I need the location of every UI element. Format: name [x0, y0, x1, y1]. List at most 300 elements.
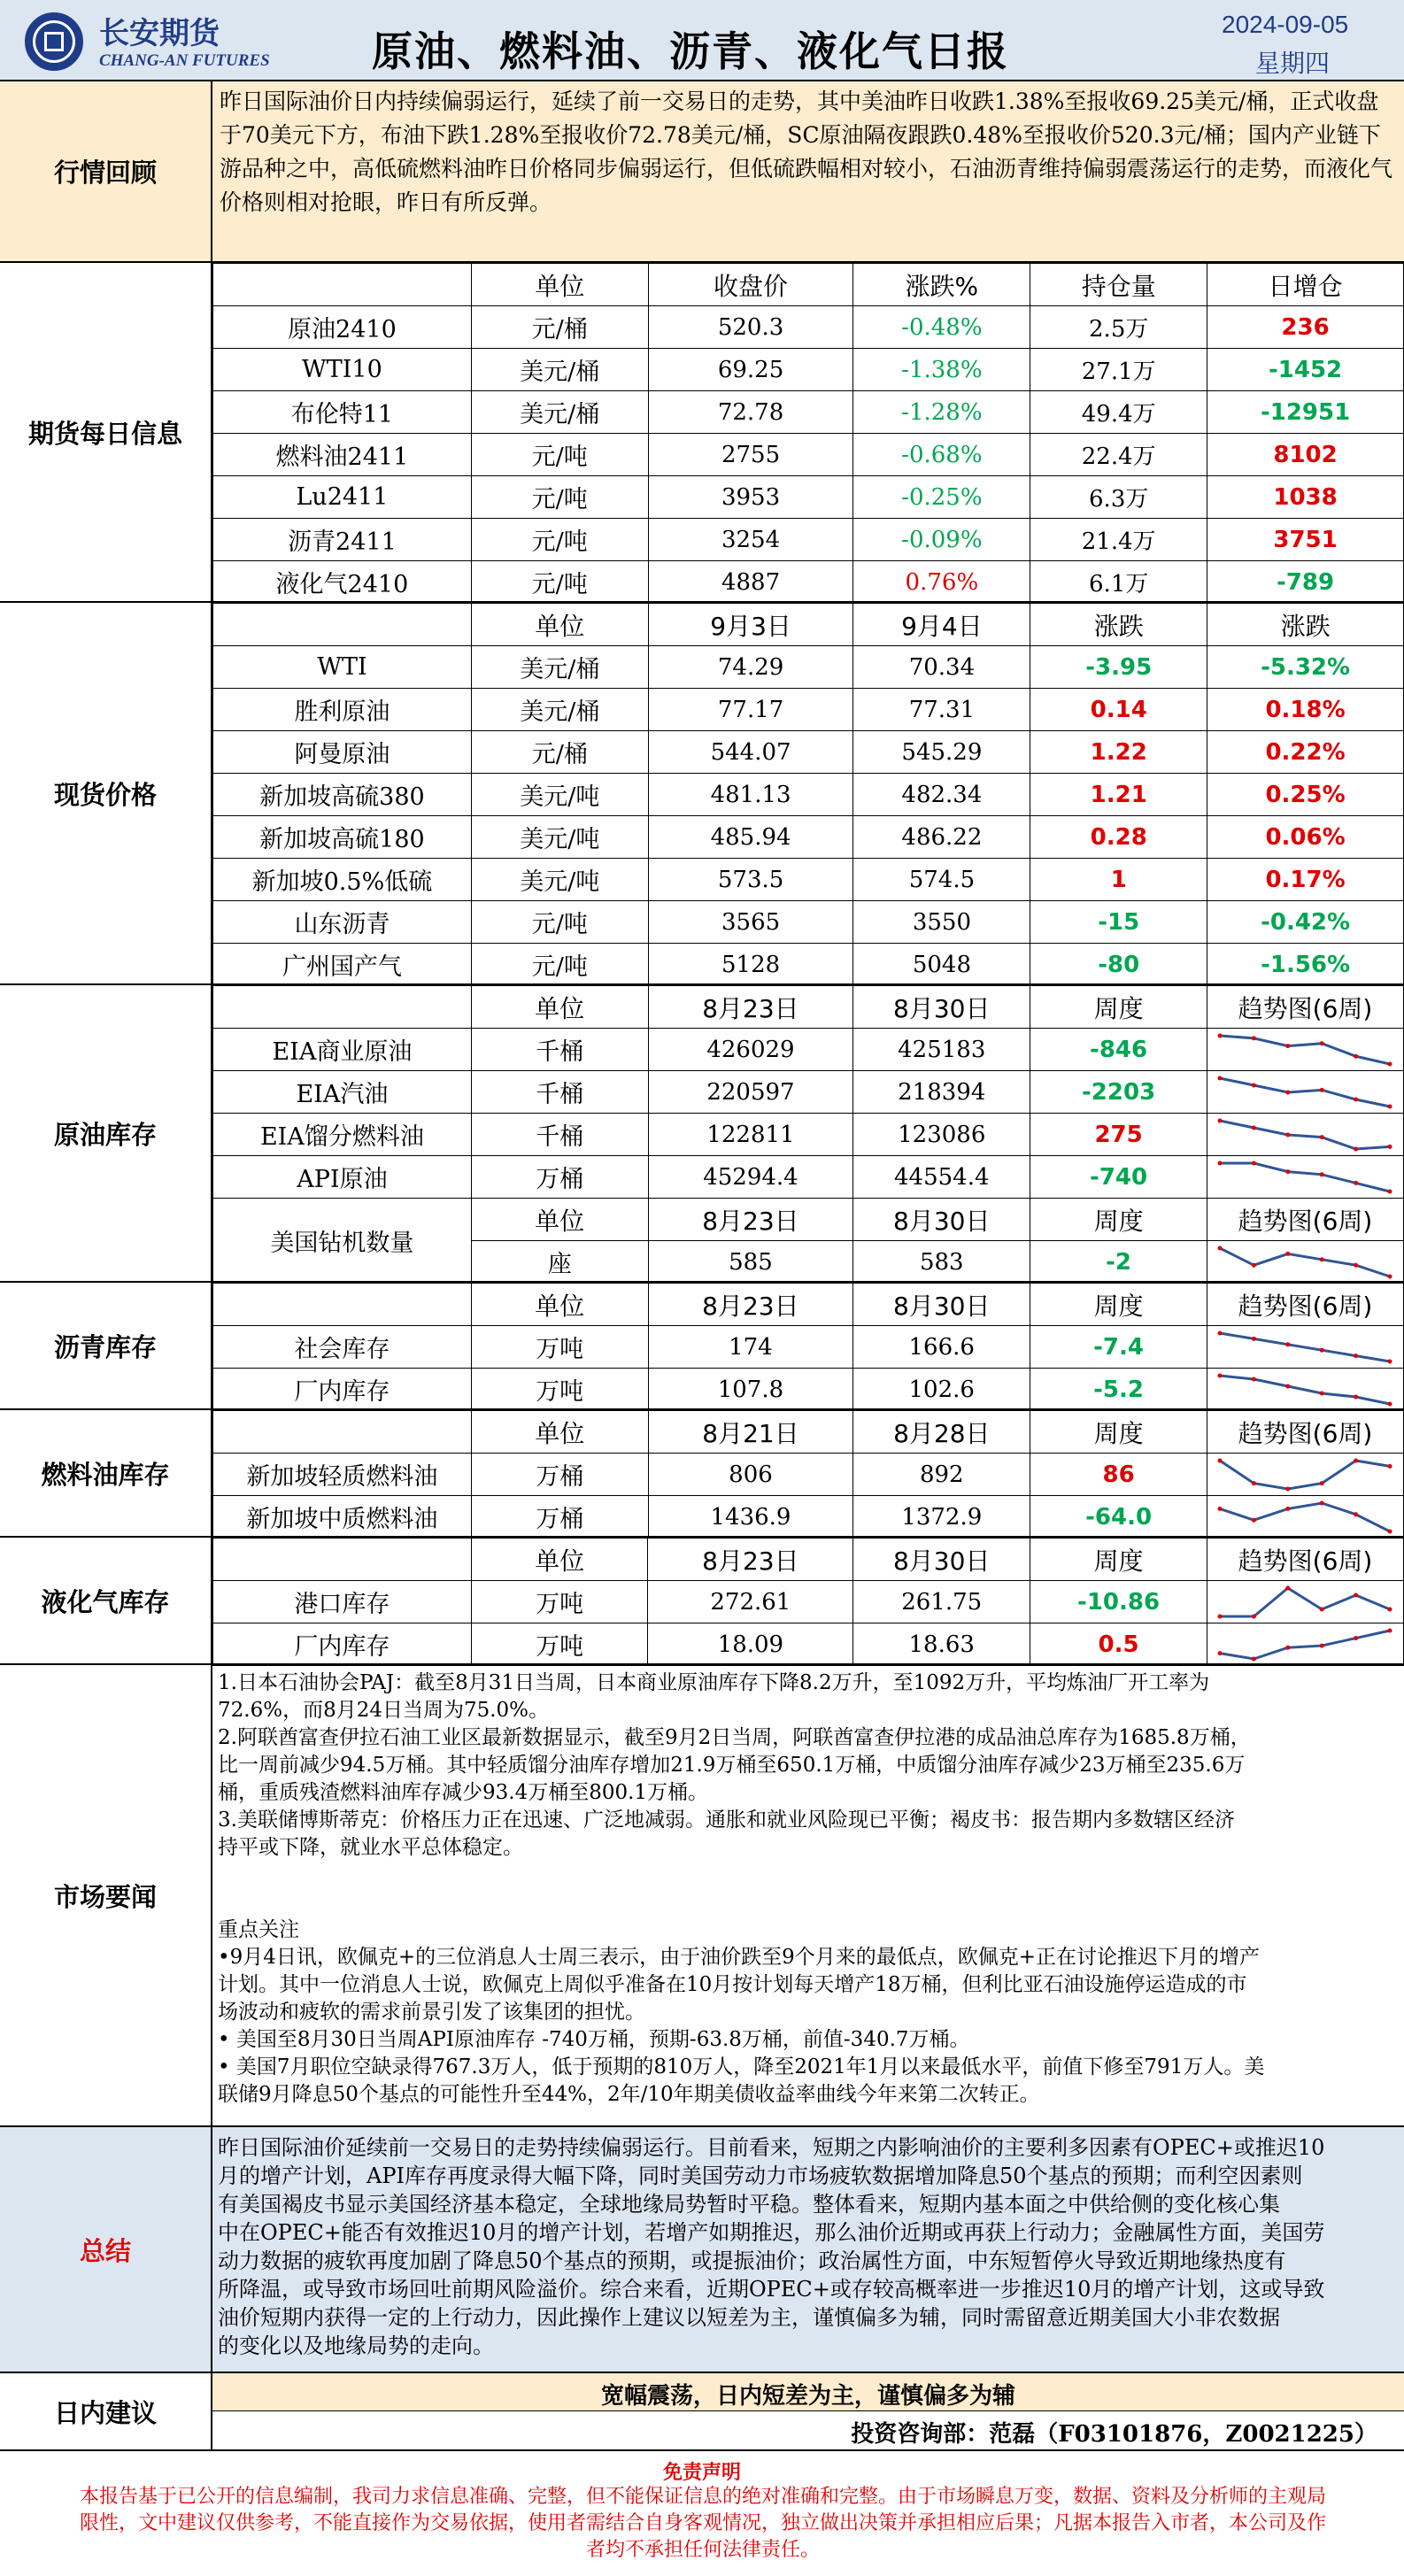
trend-sparkline-point [1320, 1041, 1324, 1045]
inventory-latest: 166.6 [853, 1326, 1030, 1369]
daily-oi-change: 1038 [1207, 476, 1404, 519]
column-header: 趋势图(6周) [1207, 1284, 1403, 1326]
news-line: 72.6%，而8月24日当周为75.0%。 [218, 1699, 550, 1722]
trend-sparkline-point [1218, 1614, 1223, 1618]
trend-sparkline-point [1252, 1377, 1256, 1381]
table-row [213, 816, 1404, 859]
price-day1: 481.13 [648, 774, 853, 816]
open-interest: 2.5万 [1030, 306, 1207, 349]
crude-inventory-label: 原油库存 [0, 985, 212, 1281]
contract-name: 原油2410 [213, 306, 472, 349]
close-price: 69.25 [648, 349, 853, 391]
news-line: 比一周前减少94.5万桶。其中轻质馏分油库存增加21.9万桶至650.1万桶，中质馏分油库存减少23万桶至235.6万 [218, 1754, 1246, 1777]
report-header [0, 0, 1404, 81]
spot-table [212, 603, 1404, 986]
table-row [213, 1496, 1404, 1539]
column-header: 周度 [1030, 986, 1207, 1029]
news-line: 3.美联储博斯蒂克：价格压力正在迅速、广泛地减弱。通胀和就业风险现已平衡；褐皮书：报告期内多数辖区经济 [218, 1809, 1235, 1832]
open-interest: 21.4万 [1030, 519, 1207, 561]
review-text: 昨日国际油价日内持续偏弱运行，延续了前一交易日的走势，其中美油昨日收跌1.38%至报收69.25美元/桶，正式收盘于70美元下方，布油下跌1.28%至报收价72.78美元/桶，SC原油隔夜跟跌0.48%至报收价520.3元/桶；国内产业链下游品种之中，高低硫燃料油昨日价格同步偏弱运行，但低硫跌幅相对较小，石油沥青维持偏弱震荡运行的走势，而液化气价格则相对抢眼，昨日有所反弹。 [220, 89, 1393, 215]
column-header [213, 986, 472, 1029]
table-row [213, 944, 1404, 986]
trend-sparkline-point [1286, 1506, 1291, 1510]
company-name-cn: 长安期货 [99, 16, 220, 51]
trend-sparkline-point [1354, 1394, 1359, 1399]
inventory-prev: 45294.4 [648, 1156, 853, 1199]
table-row [213, 561, 1404, 604]
futures-label: 期货每日信息 [0, 263, 212, 601]
spot-name: 阿曼原油 [213, 731, 472, 774]
table-row [213, 519, 1404, 561]
trend-sparkline-point [1354, 1354, 1359, 1358]
unit-cell: 万吨 [471, 1623, 648, 1666]
trend-sparkline-point [1286, 1384, 1291, 1388]
column-header: 收盘价 [648, 264, 853, 306]
news-line: 计划。其中一位消息人士说，欧佩克上周似乎准备在10月按计划每天增产18万桶，但利比亚石油设施停运造成的市 [218, 1973, 1247, 1996]
table-row [213, 1623, 1404, 1666]
close-price: 4887 [648, 561, 853, 604]
trend-sparkline-point [1286, 1645, 1291, 1649]
contract-name: 布伦特11 [213, 391, 472, 434]
trend-sparkline-point [1286, 1342, 1291, 1346]
trend-sparkline-point [1218, 1651, 1223, 1655]
column-header: 周度 [1030, 1284, 1207, 1326]
inventory-name: EIA馏分燃料油 [213, 1114, 472, 1156]
advisor-info: 投资咨询部：范磊（F03101876，Z0021225） [851, 2421, 1377, 2448]
inventory-prev: 806 [648, 1454, 853, 1496]
spot-label: 现货价格 [0, 603, 212, 983]
open-interest: 49.4万 [1030, 391, 1207, 434]
rig-count-name: 美国钻机数量 [213, 1199, 472, 1284]
unit-cell: 元/吨 [471, 434, 648, 476]
table-row [213, 901, 1404, 944]
price-change-pct: 0.06% [1207, 816, 1404, 859]
unit-cell: 美元/桶 [471, 391, 648, 434]
unit-cell: 元/吨 [471, 519, 648, 561]
column-header: 8月23日 [648, 1539, 853, 1581]
weekly-change: -64.0 [1030, 1496, 1207, 1539]
table-row [213, 391, 1404, 434]
daily-oi-change: -1452 [1207, 349, 1404, 391]
spot-name: 新加坡0.5%低硫 [213, 859, 472, 901]
close-price: 3254 [648, 519, 853, 561]
change-pct: -0.48% [853, 306, 1030, 349]
price-day2: 482.34 [853, 774, 1030, 816]
unit-cell: 千桶 [471, 1114, 648, 1156]
summary-line: 油价短期内获得一定的上行动力，因此操作上建议以短差为主，谨慎偏多为辅，同时需留意近期美国大小非农数据 [218, 2305, 1280, 2330]
column-header: 涨跌% [853, 264, 1030, 306]
column-header: 单位 [471, 1199, 648, 1241]
trend-sparkline-point [1218, 1161, 1223, 1165]
advice-label: 日内建议 [0, 2373, 212, 2449]
weekly-change: -10.86 [1030, 1581, 1207, 1623]
trend-sparkline [1216, 1330, 1393, 1365]
column-header [213, 1411, 472, 1454]
summary-text [218, 2133, 1324, 2360]
summary-line: 动力数据的疲软再度加剧了降息50个基点的预期，或提振油价；政治属性方面，中东短暂停火导致近期地缘热度有 [218, 2248, 1286, 2273]
trend-sparkline-point [1388, 1061, 1392, 1066]
weekly-change: -846 [1030, 1029, 1207, 1071]
report-title: 原油、燃料油、沥青、液化气日报 [372, 27, 1009, 75]
contract-name: 沥青2411 [213, 519, 472, 561]
company-name-en: CHANG-AN FUTURES [99, 51, 270, 70]
trend-sparkline [1216, 1627, 1393, 1662]
inventory-prev: 122811 [648, 1114, 853, 1156]
rig-trend-sparkline-point [1218, 1246, 1223, 1250]
table-row [213, 1581, 1404, 1623]
change-pct: 0.76% [853, 561, 1030, 604]
trend-sparkline-point [1388, 1607, 1392, 1611]
disclaimer-line: 限性，文中建议仅供参考，不能直接作为交易依据，使用者需结合自身客观情况，独立做出决策并承担相应后果；凡据本报告入市者，本公司及作 [79, 2512, 1326, 2534]
weekly-change: 275 [1030, 1114, 1207, 1156]
inventory-latest: 218394 [853, 1071, 1030, 1114]
weekly-change: -7.4 [1030, 1326, 1207, 1369]
table-row [213, 774, 1404, 816]
column-header: 周度 [1030, 1539, 1207, 1581]
trend-sparkline-path [1220, 1121, 1390, 1149]
inventory-name: 厂内库存 [213, 1369, 472, 1411]
weekly-change: -5.2 [1030, 1369, 1207, 1411]
table-row [213, 731, 1404, 774]
price-change: 1.22 [1030, 731, 1207, 774]
column-header: 8月28日 [853, 1411, 1030, 1454]
lpg-inventory-label: 液化气库存 [0, 1538, 212, 1663]
table-header-row [213, 1199, 1404, 1241]
disclaimer-title: 免责声明 [662, 2462, 741, 2484]
trend-chart-cell [1207, 1581, 1403, 1623]
column-header: 趋势图(6周) [1207, 986, 1403, 1029]
column-header: 8月30日 [853, 1199, 1030, 1241]
column-header: 趋势图(6周) [1207, 1539, 1403, 1581]
asphalt-inventory-table [212, 1283, 1404, 1411]
weekly-change: -740 [1030, 1156, 1207, 1199]
table-row [213, 306, 1404, 349]
lpg-inventory-table [212, 1538, 1404, 1666]
trend-sparkline-point [1388, 1359, 1392, 1363]
inventory-prev: 107.8 [648, 1369, 853, 1411]
news-line: 场波动和疲软的需求前景引发了该集团的担忧。 [218, 2001, 645, 2024]
crude-inventory-table [212, 985, 1404, 1284]
news-line [218, 1862, 1264, 1889]
trend-sparkline [1216, 1117, 1393, 1153]
trend-sparkline [1216, 1032, 1393, 1068]
spot-name: 新加坡高硫180 [213, 816, 472, 859]
price-change-pct: -1.56% [1207, 944, 1404, 986]
weekly-change: -2203 [1030, 1071, 1207, 1114]
trend-sparkline-point [1252, 1336, 1256, 1340]
inventory-prev: 220597 [648, 1071, 853, 1114]
column-header: 8月23日 [648, 986, 853, 1029]
weekly-change: -2 [1030, 1241, 1207, 1284]
trend-sparkline-point [1218, 1118, 1223, 1122]
table-header-row [213, 1411, 1404, 1454]
inventory-prev: 272.61 [648, 1581, 853, 1623]
change-pct: -1.28% [853, 391, 1030, 434]
spot-name: WTI [213, 646, 472, 689]
column-header: 涨跌 [1207, 604, 1404, 646]
price-day2: 5048 [853, 944, 1030, 986]
trend-sparkline-point [1320, 1607, 1324, 1611]
price-day2: 545.29 [853, 731, 1030, 774]
trend-chart-cell [1207, 1071, 1403, 1114]
trend-sparkline-point [1252, 1083, 1256, 1087]
trend-sparkline-point [1252, 1125, 1256, 1130]
column-header: 单位 [471, 1411, 648, 1454]
change-pct: -0.25% [853, 476, 1030, 519]
trend-sparkline [1216, 1585, 1393, 1620]
spot-name: 胜利原油 [213, 689, 472, 731]
trend-sparkline-point [1252, 1517, 1256, 1522]
unit-cell: 千桶 [471, 1071, 648, 1114]
rig-trend-sparkline-point [1252, 1262, 1256, 1267]
futures-table [212, 263, 1404, 604]
trend-sparkline-path [1220, 1588, 1390, 1616]
trend-sparkline-point [1218, 1330, 1223, 1335]
rig-trend-sparkline-point [1354, 1262, 1359, 1267]
summary-line: 的变化以及地缘局势的走向。 [218, 2333, 494, 2358]
trend-chart-cell [1207, 1369, 1403, 1411]
advice-text: 宽幅震荡，日内短差为主，谨慎偏多为辅 [600, 2383, 1015, 2410]
table-row [213, 349, 1404, 391]
inventory-latest: 1372.9 [853, 1496, 1030, 1539]
trend-sparkline-path [1220, 1461, 1390, 1489]
inventory-name: 新加坡中质燃料油 [213, 1496, 472, 1539]
table-header-row [213, 604, 1404, 646]
trend-sparkline-point [1286, 1132, 1291, 1137]
close-price: 72.78 [648, 391, 853, 434]
trend-sparkline-point [1320, 1087, 1324, 1091]
trend-chart-cell [1207, 1156, 1403, 1199]
table-row [213, 689, 1404, 731]
rig-trend-sparkline-point [1320, 1257, 1324, 1261]
column-header: 9月4日 [853, 604, 1030, 646]
price-change-pct: 0.22% [1207, 731, 1404, 774]
inventory-prev: 585 [648, 1241, 853, 1284]
trend-sparkline [1216, 1372, 1393, 1408]
column-header: 9月3日 [648, 604, 853, 646]
unit-cell: 元/吨 [471, 944, 648, 986]
column-header [213, 264, 472, 306]
price-change: 0.14 [1030, 689, 1207, 731]
asphalt-inventory-label: 沥青库存 [0, 1283, 212, 1408]
price-change-pct: -0.42% [1207, 901, 1404, 944]
unit-cell: 万桶 [471, 1454, 648, 1496]
price-day1: 544.07 [648, 731, 853, 774]
inventory-prev: 1436.9 [648, 1496, 853, 1539]
trend-chart-cell [1207, 1029, 1403, 1071]
close-price: 2755 [648, 434, 853, 476]
weekly-change: 0.5 [1030, 1623, 1207, 1666]
trend-sparkline-point [1320, 1135, 1324, 1139]
column-header: 持仓量 [1030, 264, 1207, 306]
summary-label: 总结 [0, 2127, 212, 2372]
column-header: 趋势图(6周) [1207, 1199, 1403, 1241]
column-header: 周度 [1030, 1411, 1207, 1454]
trend-sparkline-point [1354, 1146, 1359, 1151]
inventory-prev: 18.09 [648, 1623, 853, 1666]
trend-sparkline-point [1388, 1189, 1392, 1193]
price-day1: 77.17 [648, 689, 853, 731]
price-change-pct: 0.18% [1207, 689, 1404, 731]
change-pct: -0.09% [853, 519, 1030, 561]
column-header [213, 604, 472, 646]
unit-cell: 万桶 [471, 1496, 648, 1539]
price-day2: 3550 [853, 901, 1030, 944]
column-header: 日增仓 [1207, 264, 1404, 306]
trend-sparkline-path [1220, 1036, 1390, 1064]
trend-sparkline-point [1388, 1104, 1392, 1108]
table-row [213, 1369, 1404, 1411]
price-day1: 573.5 [648, 859, 853, 901]
table-header-row [213, 1284, 1404, 1326]
table-row [213, 1454, 1404, 1496]
price-change-pct: 0.17% [1207, 859, 1404, 901]
trend-sparkline-point [1320, 1391, 1324, 1395]
column-header: 单位 [471, 986, 648, 1029]
trend-sparkline-point [1354, 1097, 1359, 1101]
price-day1: 74.29 [648, 646, 853, 689]
news-line: 桶，重质残渣燃料油库存减少93.4万桶至800.1万桶。 [218, 1781, 709, 1804]
trend-chart-cell [1207, 1114, 1403, 1156]
unit-cell: 美元/桶 [471, 646, 648, 689]
inventory-name: EIA汽油 [213, 1071, 472, 1114]
trend-sparkline-point [1354, 1053, 1359, 1058]
trend-sparkline-point [1388, 1463, 1392, 1468]
trend-chart-cell [1207, 1623, 1403, 1666]
column-header: 趋势图(6周) [1207, 1411, 1403, 1454]
rig-trend-sparkline [1216, 1245, 1393, 1280]
disclaimer-text [16, 2484, 1390, 2564]
unit-cell: 元/桶 [471, 306, 648, 349]
trend-sparkline [1216, 1500, 1393, 1535]
inventory-latest: 892 [853, 1454, 1030, 1496]
unit-cell: 万吨 [471, 1369, 648, 1411]
spot-name: 新加坡高硫380 [213, 774, 472, 816]
trend-sparkline-path [1220, 1163, 1390, 1192]
summary-line: 昨日国际油价延续前一交易日的走势持续偏弱运行。目前看来，短期之内影响油价的主要利多因素有OPEC+或推迟10 [218, 2135, 1325, 2160]
unit-cell: 千桶 [471, 1029, 648, 1071]
open-interest: 6.3万 [1030, 476, 1207, 519]
inventory-name: 厂内库存 [213, 1623, 472, 1666]
news-line: 联储9月降息50个基点的可能性升至44%，2年/10年期美债收益率曲线今年来第二次转正。 [218, 2083, 1040, 2106]
change-pct: -0.68% [853, 434, 1030, 476]
price-day2: 77.31 [853, 689, 1030, 731]
unit-cell: 美元/吨 [471, 816, 648, 859]
table-row [213, 859, 1404, 901]
trend-sparkline-point [1218, 1458, 1223, 1462]
trend-sparkline [1216, 1075, 1393, 1110]
inventory-name: EIA商业原油 [213, 1029, 472, 1071]
change-pct: -1.38% [853, 349, 1030, 391]
fuel-inventory-label: 燃料油库存 [0, 1410, 212, 1536]
trend-sparkline-point [1286, 1585, 1291, 1590]
trend-sparkline-point [1354, 1593, 1359, 1597]
column-header [213, 1539, 472, 1581]
price-change-pct: 0.25% [1207, 774, 1404, 816]
news-line: • 美国7月职位空缺录得767.3万人，低于预期的810万人，降至2021年1月以来最低水平，前值下修至791万人。美 [218, 2055, 1265, 2079]
trend-chart-cell [1207, 1496, 1403, 1539]
close-price: 3953 [648, 476, 853, 519]
daily-oi-change: 3751 [1207, 519, 1404, 561]
table-header-row [213, 264, 1404, 306]
trend-sparkline-point [1252, 1481, 1256, 1485]
trend-sparkline-point [1218, 1506, 1223, 1510]
unit-cell: 万吨 [471, 1581, 648, 1623]
column-header: 单位 [471, 264, 648, 306]
spot-name: 山东沥青 [213, 901, 472, 944]
rig-trend-sparkline-point [1388, 1274, 1392, 1278]
price-change: 0.28 [1030, 816, 1207, 859]
inventory-name: 新加坡轻质燃料油 [213, 1454, 472, 1496]
summary-line: 所降温，或导致市场回吐前期风险溢价。综合来看，近期OPEC+或存较高概率进一步推迟10月的增产计划，这或导致 [218, 2277, 1325, 2302]
inventory-latest: 425183 [853, 1029, 1030, 1071]
news-line [218, 1889, 1264, 1917]
trend-sparkline-path [1220, 1631, 1390, 1659]
table-row [213, 1114, 1404, 1156]
news-line: 重点关注 [218, 1918, 299, 1941]
trend-sparkline-point [1354, 1180, 1359, 1184]
summary-line: 中在OPEC+能否有效推迟10月的增产计划，若增产如期推迟，那么油价近期或再获上行动力；金融属性方面，美国劳 [218, 2220, 1325, 2245]
open-interest: 27.1万 [1030, 349, 1207, 391]
column-header: 8月30日 [853, 986, 1030, 1029]
trend-sparkline-point [1286, 1486, 1291, 1491]
trend-sparkline [1216, 1160, 1393, 1195]
unit-cell: 元/吨 [471, 561, 648, 604]
table-row [213, 1326, 1404, 1369]
contract-name: WTI10 [213, 349, 472, 391]
table-row [213, 646, 1404, 689]
news-text [218, 1670, 1264, 2109]
column-header: 8月23日 [648, 1199, 853, 1241]
trend-sparkline-point [1354, 1636, 1359, 1640]
table-row [213, 1029, 1404, 1071]
contract-name: Lu2411 [213, 476, 472, 519]
trend-sparkline-point [1286, 1169, 1291, 1174]
report-date: 2024-09-05 [1222, 11, 1349, 38]
trend-sparkline-path [1220, 1503, 1390, 1531]
column-header: 8月30日 [853, 1284, 1030, 1326]
table-row [213, 476, 1404, 519]
news-label: 市场要闻 [0, 1665, 212, 2125]
trend-sparkline-point [1388, 1628, 1392, 1632]
daily-oi-change: -12951 [1207, 391, 1404, 434]
trend-sparkline-path [1220, 1376, 1390, 1404]
trend-sparkline-point [1354, 1458, 1359, 1462]
price-change-pct: -5.32% [1207, 646, 1404, 689]
inventory-latest: 261.75 [853, 1581, 1030, 1623]
open-interest: 22.4万 [1030, 434, 1207, 476]
column-header: 8月21日 [648, 1411, 853, 1454]
price-day1: 3565 [648, 901, 853, 944]
trend-sparkline-point [1320, 1500, 1324, 1505]
review-label: 行情回顾 [0, 81, 212, 261]
inventory-latest: 102.6 [853, 1369, 1030, 1411]
column-header [213, 1284, 472, 1326]
table-row [213, 1156, 1404, 1199]
report-weekday: 星期四 [1255, 49, 1331, 78]
inventory-latest: 44554.4 [853, 1156, 1030, 1199]
table-row [213, 434, 1404, 476]
price-change: -15 [1030, 901, 1207, 944]
inventory-latest: 18.63 [853, 1623, 1030, 1666]
inventory-name: API原油 [213, 1156, 472, 1199]
inventory-name: 社会库存 [213, 1326, 472, 1369]
inventory-prev: 426029 [648, 1029, 853, 1071]
column-header: 单位 [471, 1539, 648, 1581]
unit-cell: 万吨 [471, 1326, 648, 1369]
disclaimer-line: 者均不承担任何法律责任。 [585, 2539, 820, 2561]
trend-sparkline-point [1388, 1401, 1392, 1406]
